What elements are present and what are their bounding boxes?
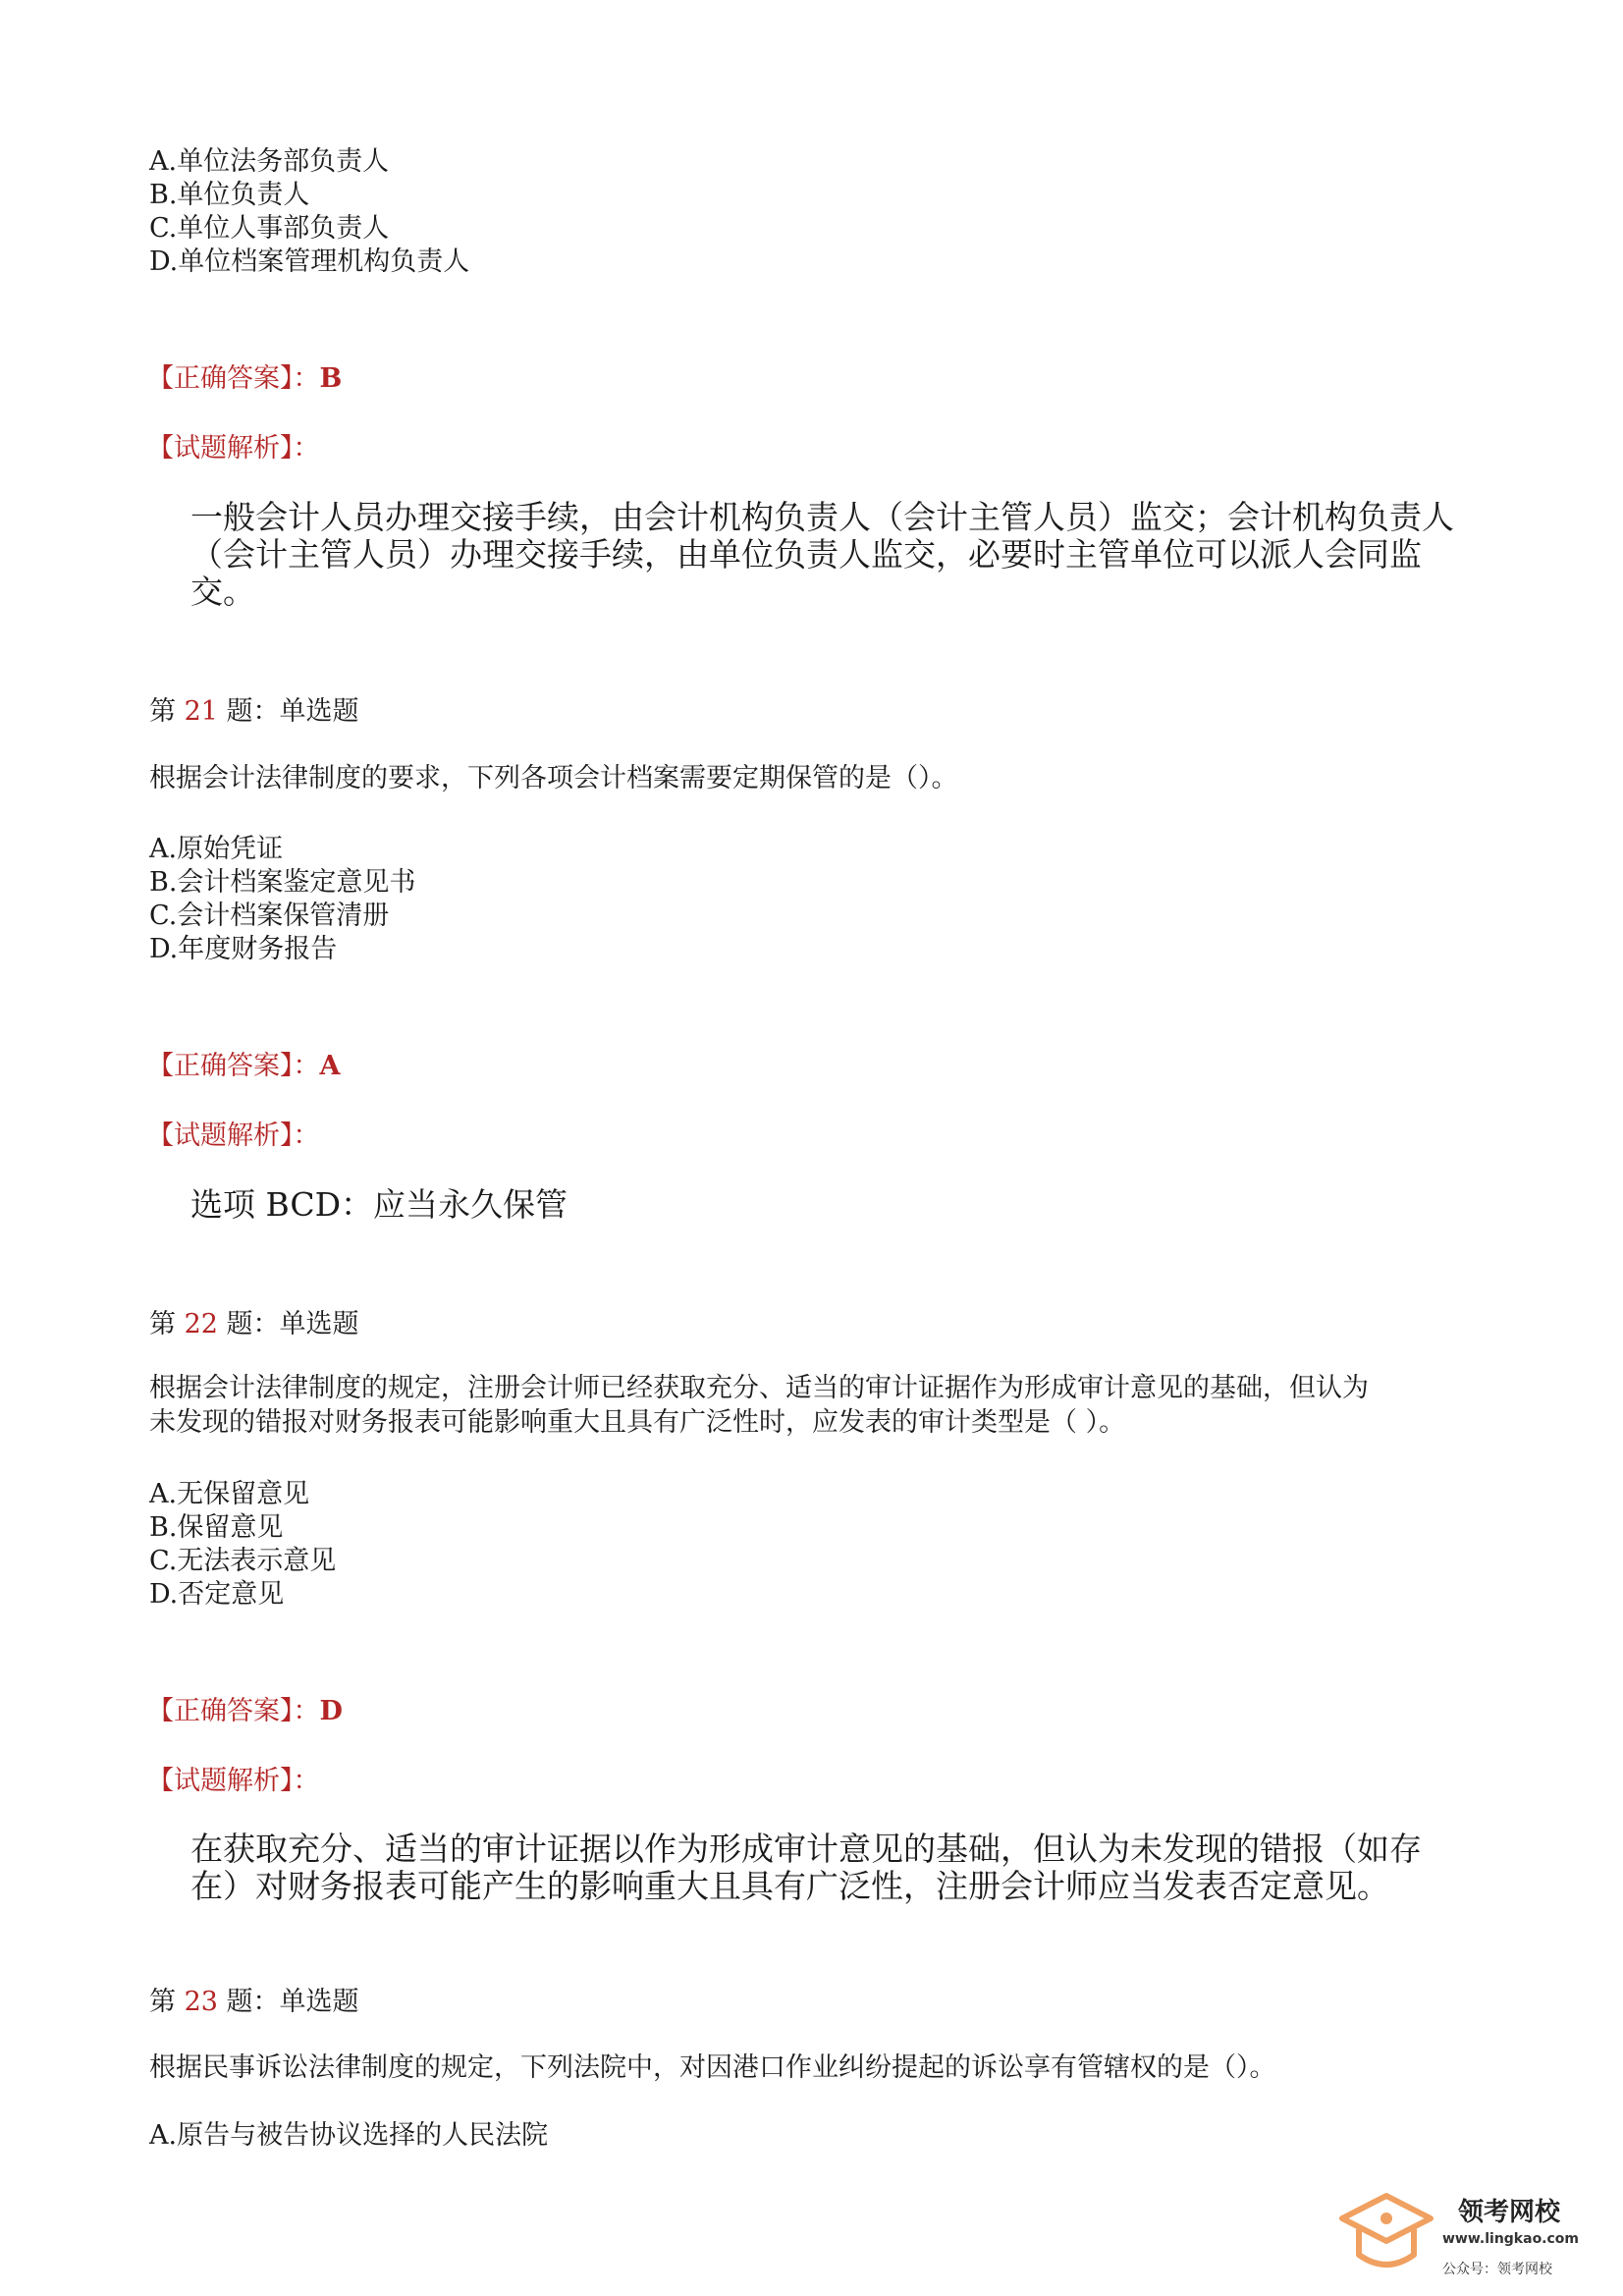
option: C.会计档案保管清册	[149, 901, 390, 931]
q22-options	[149, 1478, 336, 1612]
question-number: 22	[184, 1309, 218, 1339]
question-prefix: 第	[149, 1987, 176, 2017]
option: B.单位负责人	[149, 180, 310, 210]
option: B.会计档案鉴定意见书	[149, 867, 416, 898]
option: D.年度财务报告	[149, 934, 338, 964]
stem-line: 根据会计法律制度的规定，注册会计师已经获取充分、适当的审计证据作为形成审计意见的基础，但认为	[149, 1373, 1369, 1403]
q22-answer	[147, 1689, 343, 1727]
q22-analysis-label: 【试题解析】：	[147, 1766, 320, 1796]
q22-stem	[149, 1371, 1369, 1440]
graduation-cap-icon	[1337, 2184, 1435, 2282]
answer-value: A	[319, 1051, 341, 1081]
answer-label: 【正确答案】：	[147, 363, 320, 394]
analysis-line: 一般会计人员办理交接手续，由会计机构负责人（会计主管人员）监交；会计机构负责人	[190, 498, 1454, 536]
question-prefix: 第	[149, 696, 176, 727]
q21-analysis-label: 【试题解析】：	[147, 1121, 320, 1151]
stem-line: 未发现的错报对财务报表可能影响重大且具有广泛性时，应发表的审计类型是（ ）。	[149, 1407, 1126, 1438]
analysis-line: 交。	[190, 573, 255, 611]
q22-header	[149, 1302, 359, 1340]
logo-wechat: 公众号：领考网校	[1442, 2262, 1552, 2277]
stem-line: 根据会计法律制度的要求，下列各项会计档案需要定期保管的是（）。	[149, 763, 958, 793]
logo-name: 领考网校	[1458, 2198, 1561, 2227]
q20-analysis-label: 【试题解析】：	[147, 433, 320, 464]
q21-answer	[147, 1044, 340, 1082]
analysis-line: （会计主管人员）办理交接手续，由单位负责人监交，必要时主管单位可以派人会同监	[190, 535, 1422, 574]
question-type: 题：单选题	[226, 696, 359, 727]
stem-line: 根据民事诉讼法律制度的规定，下列法院中，对因港口作业纠纷提起的诉讼享有管辖权的是（）。	[149, 2052, 1276, 2083]
question-type: 题：单选题	[226, 1309, 359, 1339]
option: D.否定意见	[149, 1579, 285, 1610]
q21-stem	[149, 761, 958, 795]
logo-url: www.lingkao.com	[1442, 2231, 1580, 2247]
logo	[1337, 2184, 1602, 2287]
option: A.原告与被告协议选择的人民法院	[149, 2120, 549, 2151]
q21-header	[149, 689, 359, 728]
question-type: 题：单选题	[226, 1987, 359, 2017]
analysis-line: 选项 BCD：应当永久保管	[190, 1185, 568, 1224]
option: A.无保留意见	[149, 1479, 310, 1509]
option: D.单位档案管理机构负责人	[149, 246, 470, 277]
option: A.原始凭证	[149, 834, 284, 864]
q23-stem	[149, 2050, 1276, 2085]
question-number: 21	[184, 696, 218, 727]
q20-analysis	[190, 499, 1454, 611]
option: C.单位人事部负责人	[149, 213, 390, 244]
option: A.单位法务部负责人	[149, 146, 390, 177]
analysis-line: 在）对财务报表可能产生的影响重大且具有广泛性，注册会计师应当发表否定意见。	[190, 1867, 1389, 1905]
q21-analysis	[190, 1186, 568, 1224]
answer-label: 【正确答案】：	[147, 1051, 320, 1081]
question-number: 23	[184, 1987, 218, 2017]
question-prefix: 第	[149, 1309, 176, 1339]
option: B.保留意见	[149, 1512, 284, 1543]
answer-value: B	[319, 363, 343, 394]
q20-options	[149, 145, 469, 279]
answer-label: 【正确答案】：	[147, 1696, 320, 1726]
q22-analysis	[190, 1831, 1422, 1905]
q23-header	[149, 1980, 359, 2018]
answer-value: D	[319, 1696, 343, 1726]
option: C.无法表示意见	[149, 1546, 337, 1576]
analysis-line: 在获取充分、适当的审计证据以作为形成审计意见的基础，但认为未发现的错报（如存	[190, 1830, 1422, 1868]
q21-options	[149, 833, 415, 966]
q20-answer	[147, 356, 342, 395]
q23-options	[149, 2119, 548, 2153]
